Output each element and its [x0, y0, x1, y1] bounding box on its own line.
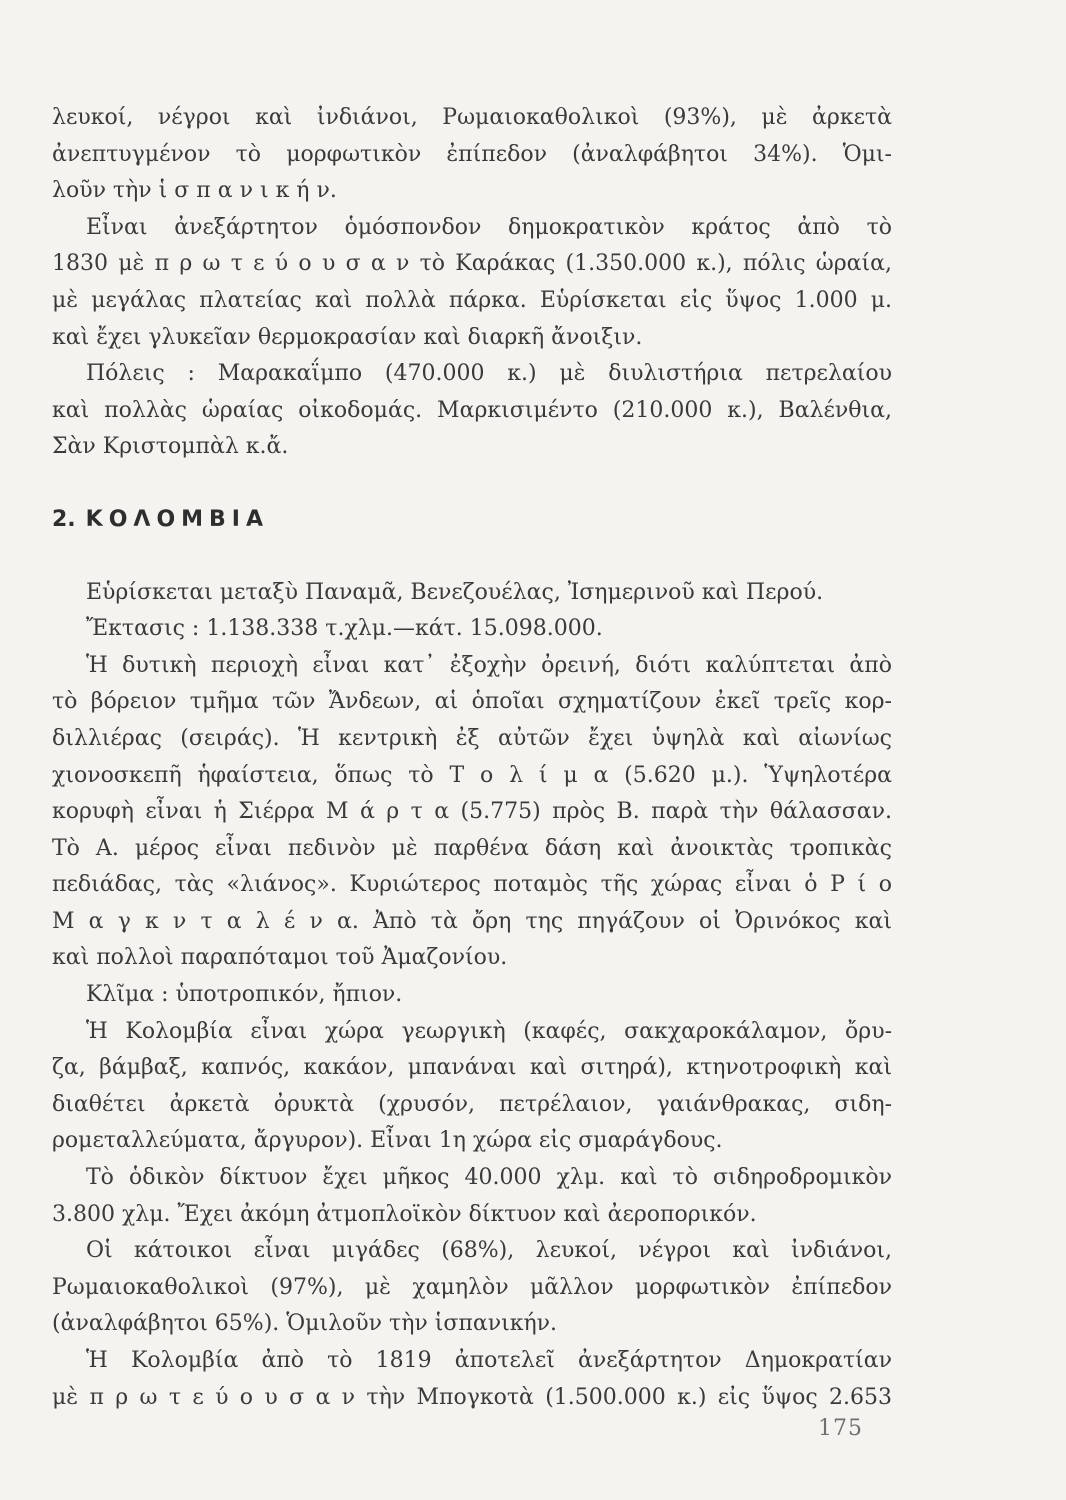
text-line: Ἡ Κολομβία ἀπὸ τὸ 1819 ἀποτελεῖ ἀνεξάρτητον Δημοκρατίαν: [86, 1348, 892, 1373]
text-line: ρομεταλλεύματα, ἄργυρον). Εἶναι 1η χώρα εἰς σμαράγδους.: [52, 1128, 723, 1154]
paragraph-independence-venezuela: [52, 210, 892, 356]
text-line: διαθέτει ἀρκετὰ ὀρυκτὰ (χρυσόν, πετρέλαιον, γαιάνθρακας, σιδη-: [52, 1091, 892, 1117]
text-line: κορυφὴ εἶναι ἡ Σιέρρα Μ ά ρ τ α (5.775) πρὸς Β. παρὰ τὴν θάλασσαν.: [52, 799, 892, 825]
text-line: Ρωμαιοκαθολικοὶ (97%), μὲ χαμηλὸν μᾶλλον μορφωτικὸν ἐπίπεδον: [52, 1274, 892, 1300]
text-line: πεδιάδας, τὰς «λιάνος». Κυριώτερος ποταμὸς τῆς χώρας εἶναι ὁ Ρ ί ο: [52, 872, 892, 898]
text-line: 1830 μὲ π ρ ω τ ε ύ ο υ σ α ν τὸ Καράκας (1.350.000 κ.), πόλις ὡραία,: [52, 251, 892, 277]
text-line: Τὸ ὁδικὸν δίκτυον ἔχει μῆκος 40.000 χλμ. καὶ τὸ σιδηροδρομικὸν: [86, 1165, 892, 1191]
paragraph-area: [52, 611, 892, 648]
text-line: ζα, βάμβαξ, καπνός, κακάον, μπανάναι καὶ σιτηρά), κτηνοτροφικὴ καὶ: [52, 1055, 892, 1081]
text-line: τὸ βόρειον τμῆμα τῶν Ἄνδεων, αἱ ὁποῖαι σχηματίζουν ἐκεῖ τρεῖς κορ-: [52, 689, 892, 715]
page-body: [52, 100, 892, 1416]
text-line: λοῦν τὴν ἱ σ π α ν ι κ ή ν.: [52, 178, 337, 204]
text-line: Σὰν Κριστομπὰλ κ.ἄ.: [52, 434, 289, 460]
text-line: μὲ μεγάλας πλατείας καὶ πολλὰ πάρκα. Εὑρίσκεται εἰς ὕψος 1.000 μ.: [52, 287, 892, 313]
text-line: καὶ πολλοὶ παραπόταμοι τοῦ Ἀμαζονίου.: [52, 945, 508, 971]
paragraph-economy: [52, 1014, 892, 1160]
paragraph-population-colombia: [52, 1233, 892, 1343]
text-line: καὶ πολλὰς ὡραίας οἰκοδομάς. Μαρκισιμέντο (210.000 κ.), Βαλένθια,: [52, 397, 892, 423]
text-line: Τὸ Α. μέρος εἶναι πεδινὸν μὲ παρθένα δάση καὶ ἀνοικτὰς τροπικὰς: [52, 835, 892, 861]
text-line: μὲ π ρ ω τ ε ύ ο υ σ α ν τὴν Μπογκοτὰ (1.500.000 κ.) εἰς ὕψος 2.653: [52, 1384, 892, 1410]
text-line: Μ α γ κ ν τ α λ έ ν α. Ἀπὸ τὰ ὄρη της πηγάζουν οἱ Ὀρινόκος καὶ: [52, 908, 892, 934]
section-number: 2.: [52, 506, 76, 532]
text-line: Εὑρίσκεται μεταξὺ Παναμᾶ, Βενεζουέλας, Ἰσημερινοῦ καὶ Περού.: [86, 579, 824, 605]
paragraph-population-venezuela: [52, 100, 892, 210]
section-title: ΚΟΛΟΜΒΙΑ: [85, 506, 270, 532]
text-line: 3.800 χλμ. Ἔχει ἀκόμη ἀτμοπλοϊκὸν δίκτυον καὶ ἀεροπορικόν.: [52, 1201, 757, 1227]
text-line: Κλῖμα : ὑποτροπικόν, ἤπιον.: [86, 982, 403, 1008]
paragraph-geography: [52, 648, 892, 977]
text-line: Ἡ Κολομβία εἶναι χώρα γεωργικὴ (καφές, σακχαροκάλαμον, ὄρυ-: [86, 1018, 892, 1044]
paragraph-climate: [52, 977, 892, 1014]
text-line: καὶ ἔχει γλυκεῖαν θερμοκρασίαν καὶ διαρκῆ ἄνοιξιν.: [52, 324, 643, 350]
text-line: (ἀναλφάβητοι 65%). Ὁμιλοῦν τὴν ἱσπανικήν.: [52, 1311, 558, 1337]
page-number: 175: [818, 1416, 863, 1441]
text-line: Ἡ δυτικὴ περιοχὴ εἶναι κατ᾿ ἐξοχὴν ὀρεινή, διότι καλύπτεται ἀπὸ: [86, 652, 892, 678]
text-line: Πόλεις : Μαρακαΐμπο (470.000 κ.) μὲ διυλιστήρια πετρελαίου: [86, 361, 892, 387]
paragraph-location: [52, 575, 892, 612]
text-line: διλλιέρας (σειράς). Ἡ κεντρικὴ ἐξ αὐτῶν ἔχει ὑψηλὰ καὶ αἰωνίως: [52, 725, 892, 751]
text-line: ἀνεπτυγμένον τὸ μορφωτικὸν ἐπίπεδον (ἀναλφάβητοι 34%). Ὁμι-: [52, 141, 892, 167]
section-heading: [52, 502, 892, 539]
text-line: χιονοσκεπῆ ἡφαίστεια, ὅπως τὸ Τ ο λ ί μ α (5.620 μ.). Ὑψηλοτέρα: [52, 762, 892, 788]
text-line: Οἱ κάτοικοι εἶναι μιγάδες (68%), λευκοί, νέγροι καὶ ἰνδιάνοι,: [86, 1238, 892, 1264]
paragraph-cities-venezuela: [52, 356, 892, 466]
text-line: Ἔκτασις : 1.138.338 τ.χλμ.—κάτ. 15.098.000.: [86, 616, 603, 642]
text-line: λευκοί, νέγροι καὶ ἰνδιάνοι, Ρωμαιοκαθολικοὶ (93%), μὲ ἀρκετὰ: [52, 105, 892, 130]
paragraph-republic: [52, 1343, 892, 1416]
paragraph-transport: [52, 1160, 892, 1233]
text-line: Εἶναι ἀνεξάρτητον ὁμόσπονδον δημοκρατικὸν κράτος ἀπὸ τὸ: [86, 214, 892, 240]
